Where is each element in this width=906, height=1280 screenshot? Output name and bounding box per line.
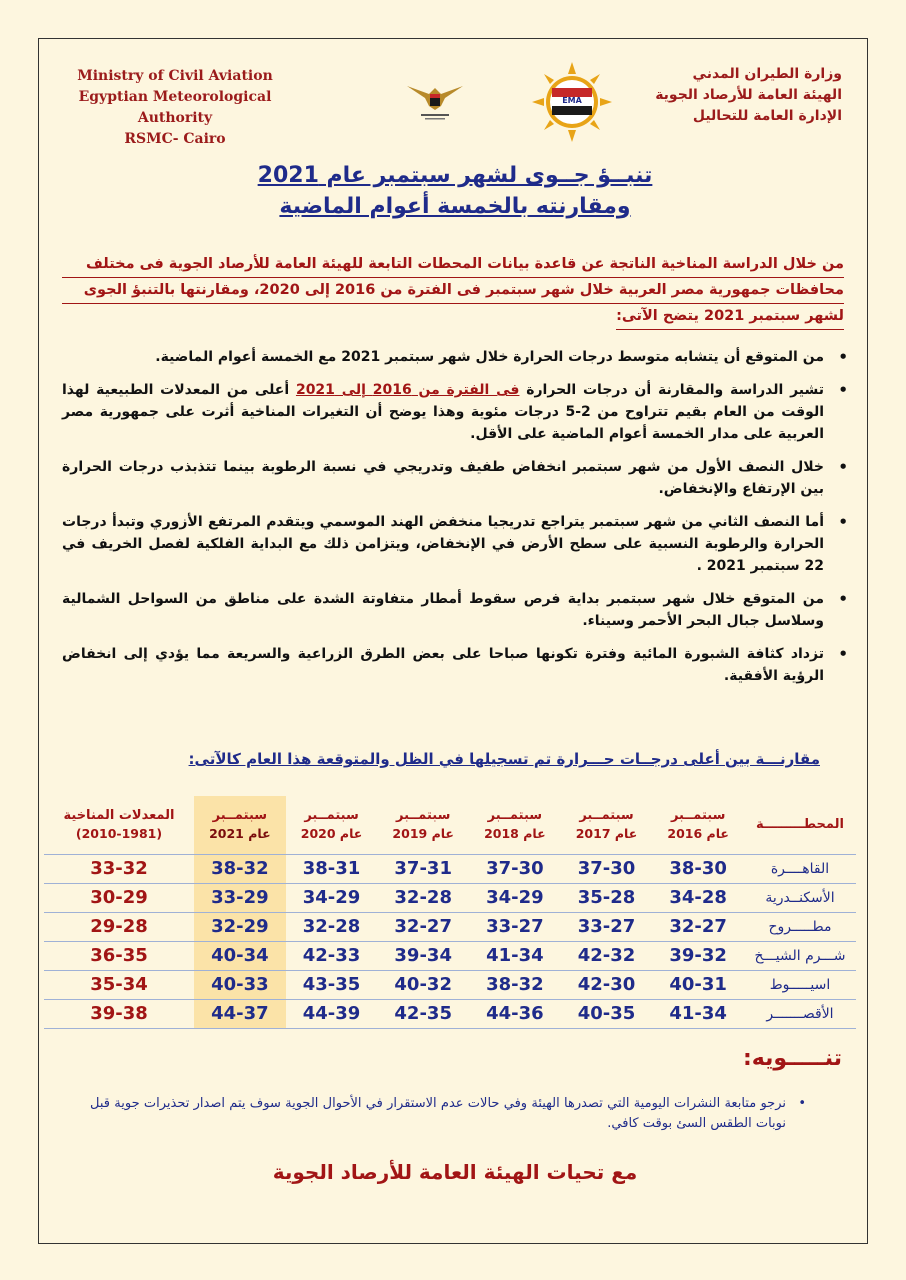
bullet-item <box>62 643 852 687</box>
bullet-text: من المتوقع أن يتشابه متوسط درجات الحرارة خلال شهر سبتمبر 2021 مع الخمسة أعوام الماضية. <box>155 349 824 365</box>
table-cell-station: القاهــــرة <box>744 854 856 883</box>
table-cell-y2020: 38-31 <box>286 854 378 883</box>
forecast-bullets <box>62 346 852 698</box>
header-2019: سبتمــبر عام 2019 <box>392 807 454 841</box>
bullet-text: تزداد كثافة الشبورة المائية وفترة تكونها صباحا على بعض الطرق الزراعية والسريعة مما يؤدي إلى انخفاض الرؤية الأفقية. <box>62 646 824 684</box>
header-english <box>60 66 290 150</box>
table-cell-y2016: 32-27 <box>652 912 744 941</box>
intro-line-3: لشهر سبتمبر 2021 يتضح الآتى: <box>616 304 844 330</box>
table-cell-y2017: 37-30 <box>561 854 653 883</box>
header-station: المحطـــــــــة <box>756 816 844 832</box>
table-cell-station: الأقصـــــــر <box>744 999 856 1028</box>
table-row <box>44 941 856 970</box>
bullet-dot-icon: • <box>798 1096 806 1111</box>
bullet-item <box>62 456 852 500</box>
table-cell-y2019: 32-27 <box>377 912 469 941</box>
table-cell-y2017: 35-28 <box>561 883 653 912</box>
table-cell-y2021: 40-34 <box>194 941 286 970</box>
table-row <box>44 854 856 883</box>
table-cell-normals: 39-38 <box>44 999 194 1028</box>
table-cell-y2017: 40-35 <box>561 999 653 1028</box>
rsmc-name-en: RSMC- Cairo <box>124 131 226 147</box>
bullet-text-post: أعلى من المعدلات الطبيعية لهذا الوقت من العام بقيم تتراوح من 2-5 درجات مئوية وهذا يوضح أن التغيرات المناخية أثرت على جمهورية مصر العربية على مدار الخمسة أعوام الماضية على الأقل. <box>62 382 825 442</box>
table-cell-y2019: 32-28 <box>377 883 469 912</box>
table-cell-y2016: 39-32 <box>652 941 744 970</box>
table-cell-normals: 36-35 <box>44 941 194 970</box>
table-cell-y2016: 34-28 <box>652 883 744 912</box>
table-cell-y2019: 39-34 <box>377 941 469 970</box>
table-row <box>44 883 856 912</box>
table-cell-y2019: 42-35 <box>377 999 469 1028</box>
bullet-text-pre: تشير الدراسة والمقارنة أن درجات الحرارة <box>519 382 824 398</box>
table-cell-normals: 29-28 <box>44 912 194 941</box>
bullet-text: أما النصف الثاني من شهر سبتمبر يتراجع تدريجيا منخفض الهند الموسمي ويتقدم المرتفع الأزوري وتبدأ درجات الحرارة والرطوبة النسبية على سطح الأرض في الإنخفاض، ويتزامن ذلك مع البداية الفلكية لفصل الخريف في 22 سبتمبر 2021 . <box>62 514 824 574</box>
intro-paragraph <box>62 252 844 330</box>
note-text-block <box>90 1094 806 1134</box>
table-cell-station: الأسكنــدرية <box>744 883 856 912</box>
table-cell-y2018: 33-27 <box>469 912 561 941</box>
table-cell-normals: 35-34 <box>44 970 194 999</box>
temperature-table <box>44 796 856 1029</box>
table-row <box>44 999 856 1028</box>
table-cell-y2021: 32-29 <box>194 912 286 941</box>
bullet-item <box>62 588 852 632</box>
table-cell-y2021: 38-32 <box>194 854 286 883</box>
table-cell-y2018: 38-32 <box>469 970 561 999</box>
ema-logo-text: EMA <box>562 96 582 105</box>
table-cell-y2016: 40-31 <box>652 970 744 999</box>
bullet-item <box>62 379 852 445</box>
table-cell-y2017: 42-32 <box>561 941 653 970</box>
header-normals: المعدلات المناخية (2010-1981) <box>63 807 175 841</box>
table-cell-y2020: 43-35 <box>286 970 378 999</box>
table-cell-y2020: 32-28 <box>286 912 378 941</box>
note-text: نرجو متابعة النشرات اليومية التي تصدرها الهيئة وفي حالات عدم الاستقرار في الأحوال الجوية سوف يتم اصدار تحذيرات جوية قبل نوبات الطقس السئ بوقت كافي. <box>90 1096 786 1131</box>
table-cell-y2018: 44-36 <box>469 999 561 1028</box>
note-title: تنـــــويه: <box>742 1046 842 1071</box>
table-cell-y2021: 33-29 <box>194 883 286 912</box>
bullet-item <box>62 511 852 577</box>
table-cell-y2016: 38-30 <box>652 854 744 883</box>
table-cell-y2018: 37-30 <box>469 854 561 883</box>
bullet-item <box>62 346 852 368</box>
table-cell-y2020: 44-39 <box>286 999 378 1028</box>
table-row <box>44 912 856 941</box>
bullet-text: خلال النصف الأول من شهر سبتمبر انخفاض طفيف وتدريجي في نسبة الرطوبة بينما تتذبذب درجات الحرارة بين الإرتفاع والإنخفاض. <box>62 459 824 497</box>
header-2021: سبتمــبر عام 2021 <box>194 796 286 854</box>
table-cell-y2017: 33-27 <box>561 912 653 941</box>
table-row <box>44 970 856 999</box>
signature: مع تحيات الهيئة العامة للأرصاد الجوية <box>272 1160 638 1184</box>
intro-line-1: من خلال الدراسة المناخية الناتجة عن قاعدة بيانات المحطات التابعة للهيئة العامة للأرصاد الجوية فى مختلف <box>62 252 844 278</box>
bullet-dot-icon: • <box>838 458 848 476</box>
table-cell-normals: 30-29 <box>44 883 194 912</box>
table-cell-y2017: 42-30 <box>561 970 653 999</box>
bullet-dot-icon: • <box>838 513 848 531</box>
table-cell-y2018: 34-29 <box>469 883 561 912</box>
bullet-dot-icon: • <box>838 590 848 608</box>
table-header-row <box>44 796 856 854</box>
table-cell-y2016: 41-34 <box>652 999 744 1028</box>
table-cell-y2019: 37-31 <box>377 854 469 883</box>
authority-name-en: Egyptian Meteorological Authority <box>78 89 272 126</box>
table-cell-y2020: 34-29 <box>286 883 378 912</box>
table-cell-y2020: 42-33 <box>286 941 378 970</box>
comparison-title: مقارنـــة بين أعلى درجــات حـــرارة تم تسجيلها في الظل والمتوقعة هذا العام كالآتى: <box>188 750 820 768</box>
ministry-eagle-logo <box>405 76 465 124</box>
table-cell-normals: 33-32 <box>44 854 194 883</box>
ministry-name-en: Ministry of Civil Aviation <box>77 68 273 84</box>
header-2016: سبتمــبر عام 2016 <box>667 807 729 841</box>
ministry-name-ar: وزارة الطيران المدني <box>692 66 842 82</box>
table-cell-y2021: 44-37 <box>194 999 286 1028</box>
intro-line-2: محافظات جمهورية مصر العربية خلال شهر سبتمبر فى الفترة من 2016 إلى 2020، ومقارنتها بالتنبؤ الجوى <box>62 278 844 304</box>
table-cell-station: مطـــــروح <box>744 912 856 941</box>
header-2018: سبتمــبر عام 2018 <box>484 807 546 841</box>
authority-name-ar: الهيئة العامة للأرصاد الجوية <box>655 87 842 103</box>
bullet-dot-icon: • <box>838 381 848 399</box>
department-name-ar: الإدارة العامة للتحاليل <box>692 108 842 124</box>
page-title <box>180 160 730 222</box>
bullet-highlight: فى الفترة من 2016 إلى 2021 <box>295 382 520 398</box>
header-arabic <box>602 64 842 127</box>
table-cell-y2019: 40-32 <box>377 970 469 999</box>
header-2017: سبتمــبر عام 2017 <box>575 807 638 841</box>
bullet-dot-icon: • <box>838 645 848 663</box>
title-line-1: تنبــؤ جــوى لشهر سبتمبر عام 2021 <box>257 163 653 188</box>
header-2020: سبتمــبر عام 2020 <box>300 807 363 841</box>
table-cell-station: شـــرم الشيـــخ <box>744 941 856 970</box>
table-cell-y2018: 41-34 <box>469 941 561 970</box>
bullet-dot-icon: • <box>838 348 848 366</box>
title-line-2: ومقارنته بالخمسة أعوام الماضية <box>279 194 631 219</box>
table-cell-y2021: 40-33 <box>194 970 286 999</box>
ema-logo <box>532 62 612 142</box>
bullet-text: من المتوقع خلال شهر سبتمبر بداية فرص سقوط أمطار متفاوتة الشدة على مناطق من السواحل الشمالية وسلاسل جبال البحر الأحمر وسيناء. <box>62 591 824 629</box>
table-cell-station: اسيـــــوط <box>744 970 856 999</box>
